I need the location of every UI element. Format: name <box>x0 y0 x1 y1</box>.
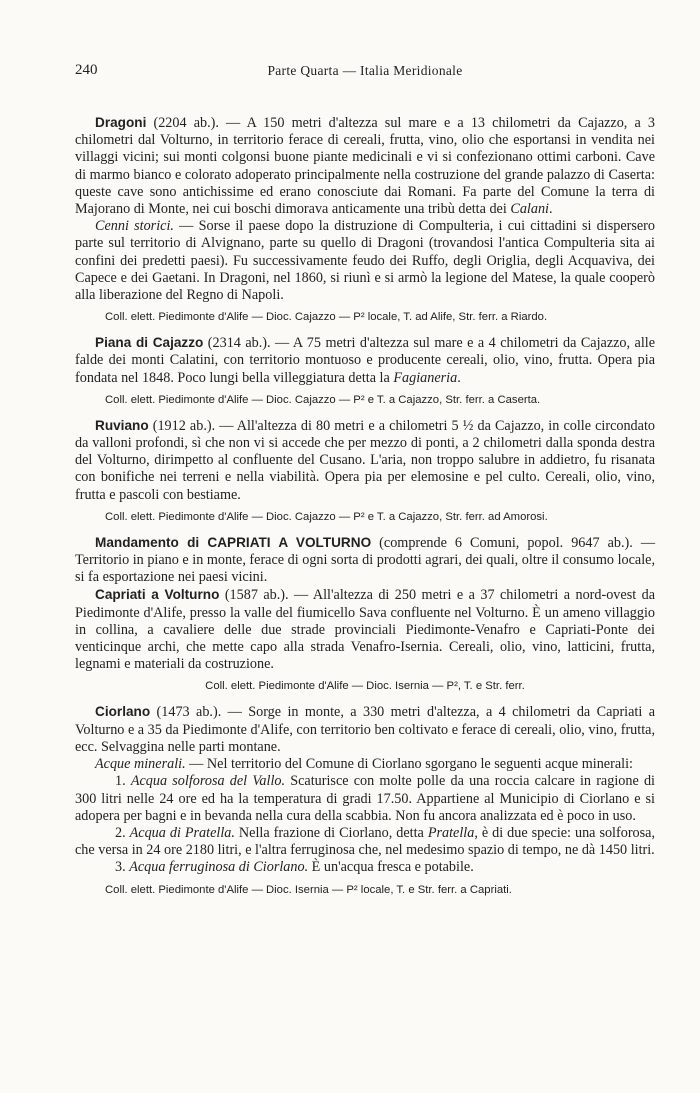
subheading: Cenni storici. <box>95 218 174 235</box>
entry-text: (2204 ab.). — A 150 metri d'altezza sul mare e a 13 chilometri da Cajazzo, a 3 chilometri dal Volturno, in territorio ferace di cereali, frutta, vino, olio che esportansi in vendita nei villaggi vicini; sui monti colgonsi buone piante medicinali e vi si confezionano ottimi carboni. Cave di marmo bianco e colorato adoperato principalmente nella costruzione del grande palazzo di Caserta: queste cave sono antichissime ed erano conosciute dai Romani. Fa parte del Comune la terra di Majorano di Monte, nei cui boschi dimorava anticamente una tribù detta dei <box>75 115 655 218</box>
cenni-text: — Sorse il paese dopo la distruzione di Compulteria, i cui cittadini si dispersero parte sul territorio di Alvignano, parte su quello di Dragoni (trovandosi l'antica Compulteria sita ai confini dei predetti paesi). Fu successivamente feudo dei Ruffo, degli Origlia, degli Acquaviva, dei Capece e dei Gaetani. In Dragoni, nel 1860, si riunì e si armò la legione del Matese, la quale cooperò alla liberazione del Regno di Napoli. <box>75 218 655 304</box>
item-title: Acqua di Pratella. <box>129 824 235 841</box>
entry-text: (comprende 6 Comuni, popol. 9647 ab.). — Territorio in piano e in monte, ferace di ogni sorta di prodotti agrari, dei quali, oltre il consumo locale, si fa esportazione nei paesi vicini. <box>75 534 656 586</box>
item-text: È un'acqua fresca e potabile. <box>308 859 474 876</box>
entry-ruviano <box>75 417 655 504</box>
entry-title: Mandamento di CAPRIATI A VOLTURNO <box>95 534 372 550</box>
item-number: 1. <box>115 773 131 790</box>
item-title: Acqua ferruginosa di Ciorlano. <box>129 859 309 876</box>
running-head: Parte Quarta — Italia Meridionale <box>267 63 463 78</box>
list-item <box>75 859 655 876</box>
entry-title: Ciorlano <box>95 704 151 720</box>
item-text: , è di due specie: una solforosa, che versa in 24 ore 2180 litri, e l'altra ferruginosa che, nel medesimo spazio di tempo, ne dà 1450 litri. <box>75 824 656 859</box>
entry-text-end: . <box>549 201 553 218</box>
page-header <box>75 62 655 84</box>
entry-piana <box>75 334 655 387</box>
item-text: Scaturisce con molte polle da una roccia calcare in ragione di 300 litri nelle 24 ore ed ha la temperatura di gradi 17.50. Appartiene al Municipio di Ciorlano e si adopera per bagni e in bevanda nella cura della scabbia. Non fu ancora analizzata ed è poco in uso. <box>75 773 655 824</box>
cenni-storici <box>75 218 655 304</box>
item-number: 3. <box>115 859 130 876</box>
page-body <box>75 114 655 907</box>
page-number: 240 <box>75 62 98 78</box>
item-title: Acqua solforosa del Vallo. <box>130 773 286 790</box>
entry-title: Piana di Cajazzo <box>95 335 204 351</box>
entry-title: Capriati a Volturno <box>95 587 220 603</box>
collegio-note: Coll. elett. Piedimonte d'Alife — Dioc. Cajazzo — P² locale, T. ad Alife, Str. ferr. a Riardo. <box>105 311 548 324</box>
entry-mandamento <box>75 534 655 587</box>
item-number: 2. <box>115 824 130 841</box>
entry-text-end: . <box>457 369 461 386</box>
entry-text: (2314 ab.). — A 75 metri d'altezza sul mare e a 4 chilometri da Cajazzo, alle falde dei monti Calatini, con territorio montuoso e producente cereali, olio, vino, frutta. Opera pia fondata nel 1848. Poco lungi bella villeggiatura detta la <box>75 335 655 386</box>
italic-term: Pratella <box>427 824 475 841</box>
acque-text: — Nel territorio del Comune di Ciorlano sgorgano le seguenti acque minerali: <box>185 756 633 773</box>
entry-text: (1912 ab.). — All'altezza di 80 metri e a chilometri 5 ½ da Cajazzo, in colle circondato da valloni profondi, sì che non vi si accede che per mezzo di ponti, a 2 chilometri dalla sponda destra del Volturno, dirimpetto al confluente del Cusano. L'aria, non troppo salubre in addietro, fu risanata con bonifiche nei terreni e nella viabilità. Opera pia per elemosine e pel culto. Cereali, olio, vino, frutta e pascoli con bestiame. <box>75 417 655 503</box>
entry-title: Ruviano <box>95 417 149 433</box>
collegio-note: Coll. elett. Piedimonte d'Alife — Dioc. Isernia — P², T. e Str. ferr. <box>205 680 525 693</box>
acque-minerali <box>75 756 655 773</box>
list-item <box>75 773 655 825</box>
entry-text: (1587 ab.). — All'altezza di 250 metri e a 37 chilometri a nord-ovest da Piedimonte d'Alife, presso la valle del fiumicello Sava confluente nel Volturno. È un ameno villaggio in collina, a cavaliere delle due strade provinciali Piedimonte-Venafro e Capriati-Ponte dei venticinque archi, che mette capo alla strada Venafro-Isernia. Cereali, olio, vino, latticini, frutta, legnami e materiali da costruzione. <box>75 587 655 673</box>
entry-ciorlano <box>75 703 655 756</box>
italic-term: Fagianeria <box>393 369 458 386</box>
list-item <box>75 825 655 859</box>
italic-term: Calani <box>510 201 549 218</box>
entry-capriati <box>75 586 655 673</box>
collegio-note: Coll. elett. Piedimonte d'Alife — Dioc. Cajazzo — P² e T. a Cajazzo, Str. ferr. a Caserta. <box>105 393 541 406</box>
entry-title: Dragoni <box>95 115 147 130</box>
item-text: Nella frazione di Ciorlano, detta <box>234 824 428 841</box>
subheading: Acque minerali. <box>95 756 186 773</box>
collegio-note: Coll. elett. Piedimonte d'Alife — Dioc. Cajazzo — P² e T. a Cajazzo, Str. ferr. ad Amorosi. <box>105 510 548 523</box>
entry-text: (1473 ab.). — Sorge in monte, a 330 metri d'altezza, a 4 chilometri da Capriati a Volturno e a 35 da Piedimonte d'Alife, con territorio ben coltivato e ferace di cereali, olio, vino, frutta, ecc. Selvaggina nelle parti montane. <box>75 704 655 755</box>
collegio-note: Coll. elett. Piedimonte d'Alife — Dioc. Isernia — P² locale, T. e Str. ferr. a Capriati. <box>105 883 512 896</box>
entry-dragoni <box>75 114 655 218</box>
